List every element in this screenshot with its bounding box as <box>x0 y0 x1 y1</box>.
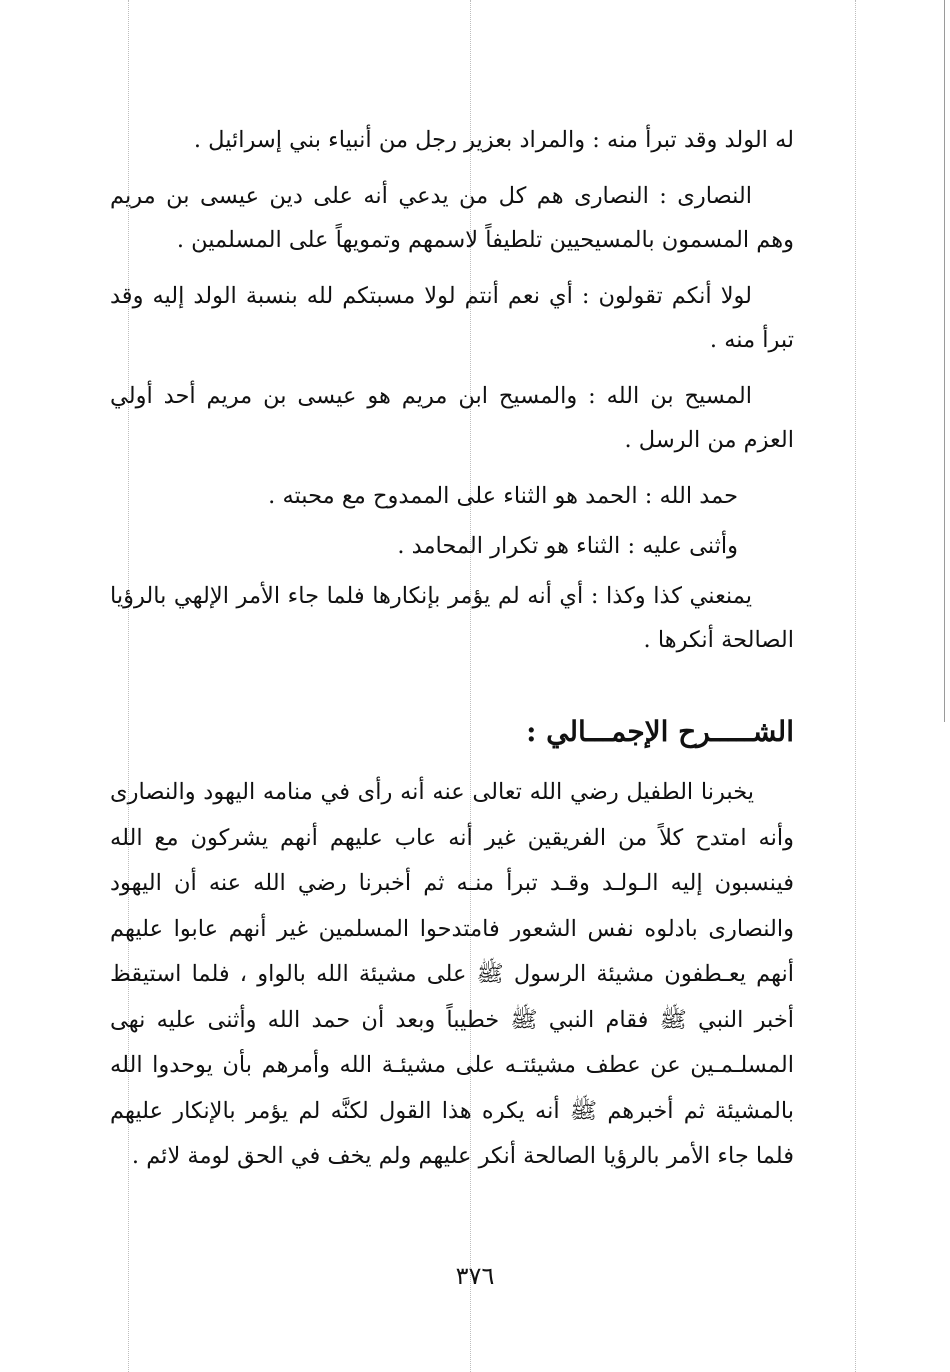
section-heading: الشـــــرح الإجمـــالي : <box>526 715 794 748</box>
glossary-entry: النصارى : النصارى هم كل من يدعي أنه على دين عيسى بن مريم وهم المسمون بالمسيحيين تلطيفاً لاسمهم وتمويهاً على المسلمين . <box>110 183 794 253</box>
margin-guide <box>944 0 945 722</box>
section-body: يخبرنا الطفيل رضي الله تعالى عنه أنه رأى في منامه اليهود والنصارى وأنه امتدح كلاً من الفريقين غير أنه عاب عليهم أنهم يشركون مع الله فينسبون إليه الـولـد وقـد تبرأ منـه ثم أخبرنا رضي الله عنه أن اليهود والنصارى بادلوه نفس الشعور فامتدحوا المسلمين غير أنهم عابوا عليهم أنهم يعـطفون مشيئة الرسول ﷺ على مشيئة الله بالواو ، فلما استيقظ أخبر النبي ﷺ فقام النبي ﷺ خطيباً وبعد أن حمد الله وأثنى عليه نهى المسلـمـين عن عطف مشيئتـه على مشيئـة الله وأمرهم بأن يوحدوا الله بالمشيئة ثم أخبرهم ﷺ أنه يكره هذا القول لكنَّه لم يؤمر بالإنكار عليهم فلما جاء الأمر بالرؤيا الصالحة أنكر عليهم ولم يخف في الحق لومة لائم . <box>110 779 794 1169</box>
glossary-entry: يمنعني كذا وكذا : أي أنه لم يؤمر بإنكارها فلما جاء الأمر الإلهي بالرؤيا الصالحة أنكرها . <box>110 583 794 653</box>
glossary-entry: لولا أنكم تقولون : أي نعم أنتم لولا مسبتكم لله بنسبة الولد إليه وقد تبرأ منه . <box>110 283 794 353</box>
glossary-entry: حمد الله : الحمد هو الثناء على الممدوح مع محبته . <box>268 483 738 509</box>
page-content <box>110 118 794 1180</box>
margin-guide <box>855 0 856 1372</box>
page-number: ٣٧٦ <box>455 1262 495 1290</box>
glossary-entry: المسيح بن الله : والمسيح ابن مريم هو عيسى بن مريم أحد أولي العزم من الرسل . <box>110 383 794 453</box>
glossary-entry: وأثنى عليه : الثناء هو تكرار المحامد . <box>397 533 738 559</box>
glossary-entry: له الولد وقد تبرأ منه : والمراد بعزير رجل من أنبياء بني إسرائيل . <box>193 127 794 153</box>
